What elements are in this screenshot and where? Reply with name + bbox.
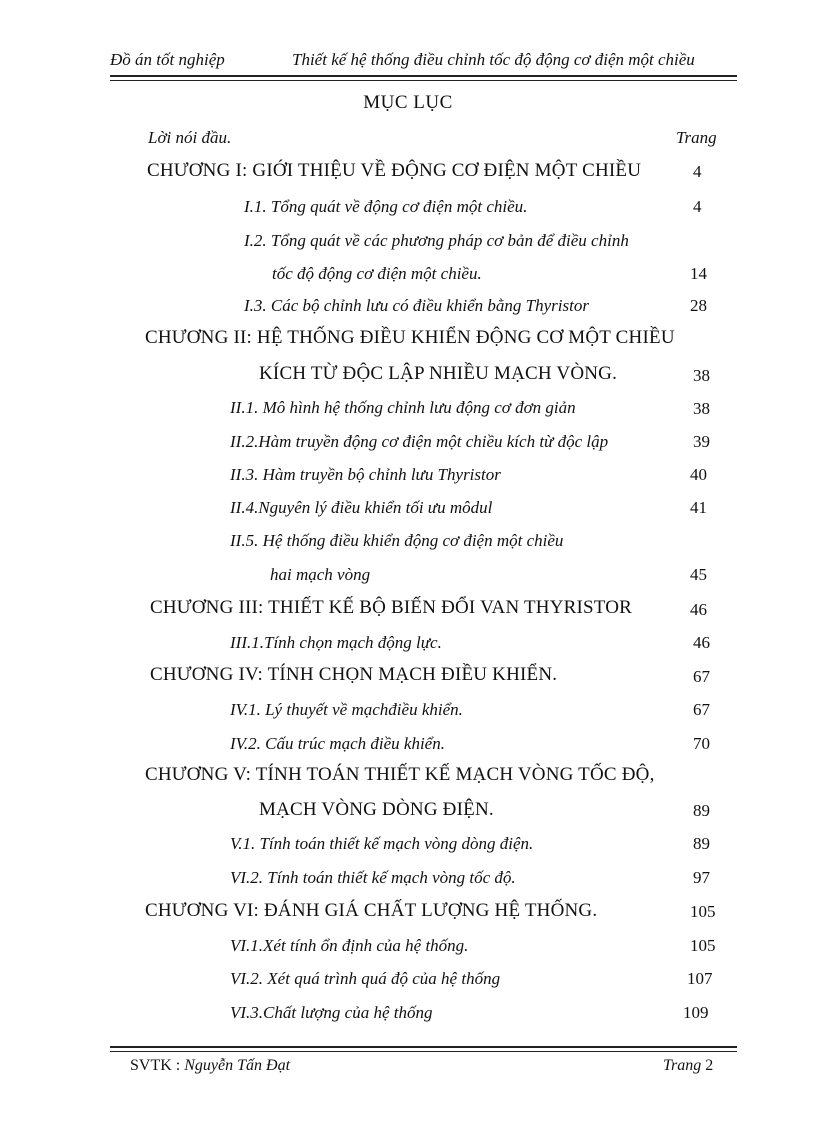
toc-entry-text: MẠCH VÒNG DÒNG ĐIỆN.	[259, 799, 494, 820]
toc-entry-page: 45	[690, 565, 707, 584]
toc-entry-text: III.1.Tính chọn mạch động lực.	[230, 633, 442, 652]
toc-entry-text: tốc độ động cơ điện một chiều.	[272, 264, 482, 283]
toc-entry-text: II.1. Mô hình hệ thống chỉnh lưu động cơ đơn giản	[230, 398, 576, 417]
toc-entry-page: 67	[693, 667, 710, 686]
toc-entry-text: II.2.Hàm truyền động cơ điện một chiều kích từ độc lập	[230, 432, 609, 451]
toc-entry-text: CHƯƠNG V: TÍNH TOÁN THIẾT KẾ MẠCH VÒNG TỐC ĐỘ,	[145, 764, 655, 785]
toc-entry-page: 4	[693, 162, 702, 181]
toc-entry-text: II.3. Hàm truyền bộ chỉnh lưu Thyristor	[230, 465, 501, 484]
footer-author-name: Nguyễn Tấn Đạt	[184, 1057, 291, 1074]
footer-page-number: 2	[705, 1057, 714, 1074]
toc-entry-text: CHƯƠNG I: GIỚI THIỆU VỀ ĐỘNG CƠ ĐIỆN MỘT CHIỀU	[147, 160, 642, 181]
toc-entry-page: 67	[693, 700, 710, 719]
toc-entry-text: I.2. Tổng quát về các phương pháp cơ bản để điều chỉnh	[244, 231, 629, 250]
toc-entry-page: 89	[693, 834, 710, 853]
toc-entry-text: IV.1. Lý thuyết về mạchđiều khiển.	[230, 700, 463, 719]
page-heading: Trang	[676, 128, 717, 147]
footer-page-label: Trang	[663, 1057, 702, 1074]
footer-author	[130, 1057, 290, 1075]
toc-entry-text: V.1. Tính toán thiết kế mạch vòng dòng điện.	[230, 834, 534, 853]
toc-entry-text: VI.3.Chất lượng của hệ thống	[230, 1003, 433, 1022]
toc-entry-page: 89	[693, 801, 710, 820]
toc-title: MỤC LỤC	[363, 92, 453, 113]
toc-entry-text: IV.2. Cấu trúc mạch điều khiển.	[230, 734, 445, 753]
toc-entry-text: I.1. Tổng quát về động cơ điện một chiều.	[244, 197, 528, 216]
header-left: Đồ án tốt nghiệp	[110, 50, 225, 69]
toc-entry-text: VI.1.Xét tính ổn định của hệ thống.	[230, 936, 469, 955]
toc-entry-text: CHƯƠNG IV: TÍNH CHỌN MẠCH ĐIỀU KHIỂN.	[150, 664, 558, 685]
toc-entry-page: 97	[693, 868, 710, 887]
toc-entry-page: 105	[690, 902, 716, 921]
footer-page	[663, 1057, 713, 1075]
toc-entry-page: 70	[693, 734, 710, 753]
toc-entry-page: 46	[693, 633, 710, 652]
toc-entry-text: KÍCH TỪ ĐỘC LẬP NHIỀU MẠCH VÒNG.	[259, 363, 618, 384]
footer-author-prefix: SVTK :	[130, 1057, 181, 1074]
toc-entry-page: 109	[683, 1003, 709, 1022]
toc-entry-text: VI.2. Tính toán thiết kế mạch vòng tốc độ.	[230, 868, 516, 887]
toc-entry-text: II.5. Hệ thống điều khiển động cơ điện một chiều	[230, 531, 564, 550]
header-right: Thiết kế hệ thống điều chỉnh tốc độ động cơ điện một chiều	[292, 50, 695, 69]
toc-entry-text: hai mạch vòng	[270, 565, 371, 584]
footer-rule-top	[110, 1046, 737, 1048]
toc-entry-page: 38	[693, 399, 710, 418]
toc-entry-text: I.3. Các bộ chỉnh lưu có điều khiển bằng Thyristor	[244, 296, 589, 315]
toc-entry-page: 46	[690, 600, 707, 619]
header-rule-bottom	[110, 80, 737, 81]
toc-entry-text: CHƯƠNG II: HỆ THỐNG ĐIỀU KHIỂN ĐỘNG CƠ MỘT CHIỀU	[145, 327, 675, 348]
toc-entry-page: 38	[693, 366, 710, 385]
toc-entry-page: 39	[693, 432, 710, 451]
toc-entry-page: 107	[687, 969, 713, 988]
header-rule-top	[110, 75, 737, 77]
toc-entry-page: 28	[690, 296, 707, 315]
toc-entry-text: II.4.Nguyên lý điều khiển tối ưu môdul	[230, 498, 493, 517]
toc-entry-text: CHƯƠNG III: THIẾT KẾ BỘ BIẾN ĐỔI VAN THYRISTOR	[150, 597, 633, 618]
footer-rule-bottom	[110, 1051, 737, 1052]
toc-entry-page: 105	[690, 936, 716, 955]
toc-entry-page: 14	[690, 264, 707, 283]
toc-entry-page: 41	[690, 498, 707, 517]
intro-label: Lời nói đầu.	[148, 128, 232, 147]
toc-entry-page: 4	[693, 197, 702, 216]
toc-entry-page: 40	[690, 465, 707, 484]
toc-entry-text: CHƯƠNG VI: ĐÁNH GIÁ CHẤT LƯỢNG HỆ THỐNG.	[145, 900, 598, 921]
toc-entry-text: VI.2. Xét quá trình quá độ của hệ thống	[230, 969, 501, 988]
